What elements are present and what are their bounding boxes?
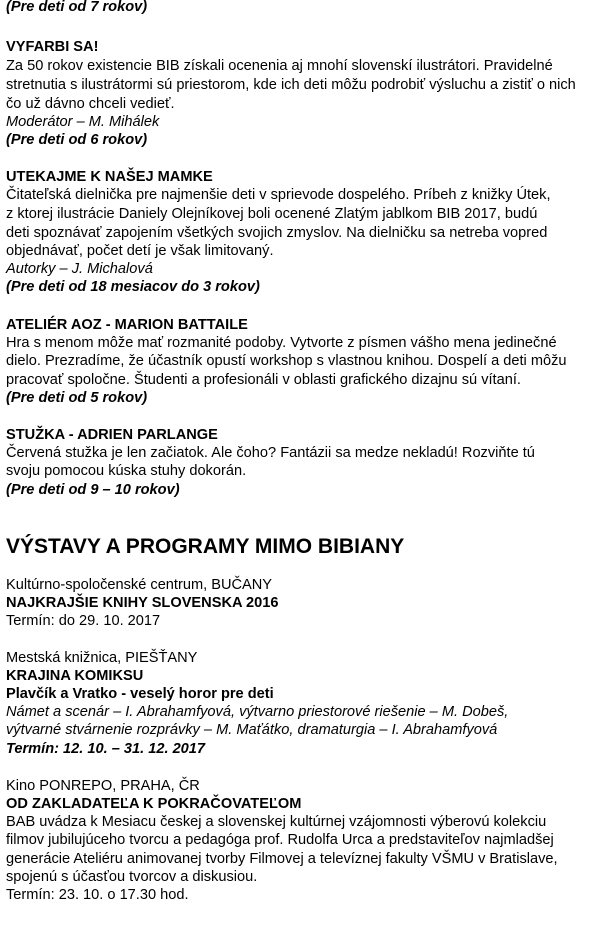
event-venue: Kino PONREPO, PRAHA, ČR [6,778,200,794]
program-title: STUŽKA - ADRIEN PARLANGE [6,427,218,443]
program-text-line: dielo. Prezradíme, že účastník opustí workshop s vlastnou knihou. Dospelí a deti môžu [6,353,567,369]
event-venue: Kultúrno-spoločenské centrum, BUČANY [6,577,273,593]
event-text-line: spojenú s účasťou tvorcov a diskusiou. [6,869,258,885]
program-title: VYFARBI SA! [6,39,99,55]
age-note: (Pre deti od 7 rokov) [6,0,148,15]
event-title: KRAJINA KOMIKSU [6,668,144,684]
program-text-line: Za 50 rokov existencie BIB získali ocenenia aj mnohí slovenskí ilustrátori. Pravidelné [6,58,553,74]
event-credit-line: Námet a scenár – I. Abrahamfyová, výtvarno priestorové riešenie – M. Dobeš, [6,704,509,720]
program-credit: Moderátor – M. Mihálek [6,114,160,130]
age-note: (Pre deti od 6 rokov) [6,132,148,148]
event-venue: Mestská knižnica, PIEŠŤANY [6,650,198,666]
program-text-line: pracovať spoločne. Študenti a profesionáli v oblasti grafického dizajnu sú vítaní. [6,372,521,388]
event-term: Termín: 23. 10. o 17.30 hod. [6,887,189,903]
event-subtitle: Plavčík a Vratko - veselý horor pre deti [6,686,274,702]
event-term: Termín: 12. 10. – 31. 12. 2017 [6,741,206,757]
program-text-line: Červená stužka je len začiatok. Ale čoho? Fantázii sa medze nekladú! Rozviňte tú [6,445,535,461]
program-text-line: z ktorej ilustrácie Daniely Olejníkovej boli ocenené Zlatým jablkom BIB 2017, budú [6,206,538,222]
event-term: Termín: do 29. 10. 2017 [6,613,161,629]
event-title: OD ZAKLADATEĽA K POKRAČOVATEĽOM [6,796,302,812]
event-title: NAJKRAJŠIE KNIHY SLOVENSKA 2016 [6,595,279,611]
program-text-line: objednávať, počet detí je však limitovaný. [6,243,274,259]
age-note: (Pre deti od 9 – 10 rokov) [6,482,180,498]
event-text-line: generácie Ateliéru animovanej tvorby Filmovej a televíznej fakulty VŠMU v Bratislave, [6,851,558,867]
program-text-line: Čitateľská dielnička pre najmenšie deti v sprievode dospelého. Príbeh z knižky Útek, [6,187,551,203]
event-credit-line: výtvarné stvárnenie rozprávky – M. Maťátko, dramaturgia – I. Abrahamfyová [6,722,498,738]
program-text-line: deti spoznávať zapojením všetkých svojich zmyslov. Na dielničku sa netreba vopred [6,225,548,241]
age-note: (Pre deti od 18 mesiacov do 3 rokov) [6,279,260,295]
program-credit: Autorky – J. Michalová [6,261,153,277]
event-text-line: BAB uvádza k Mesiacu českej a slovenskej kultúrnej vzájomnosti výberovú kolekciu [6,814,547,830]
program-title: UTEKAJME K NAŠEJ MAMKE [6,169,213,185]
section-heading: VÝSTAVY A PROGRAMY MIMO BIBIANY [6,535,405,558]
program-text-line: svoju pomocou kúska stuhy dokorán. [6,463,247,479]
program-text-line: čo už dávno chceli vedieť. [6,96,175,112]
program-title: ATELIÉR AOZ - MARION BATTAILE [6,317,248,333]
program-text-line: Hra s menom môže mať rozmanité podoby. Vytvorte z písmen vášho mena jedinečné [6,335,557,351]
event-text-line: filmov jubilujúceho tvorcu a pedagóga prof. Rudolfa Urca a predstaviteľov najmladšej [6,832,554,848]
program-text-line: stretnutia s ilustrátormi sú priestorom, kde ich deti môžu podrobiť výsluchu a zistiť o nich [6,77,576,93]
age-note: (Pre deti od 5 rokov) [6,390,148,406]
